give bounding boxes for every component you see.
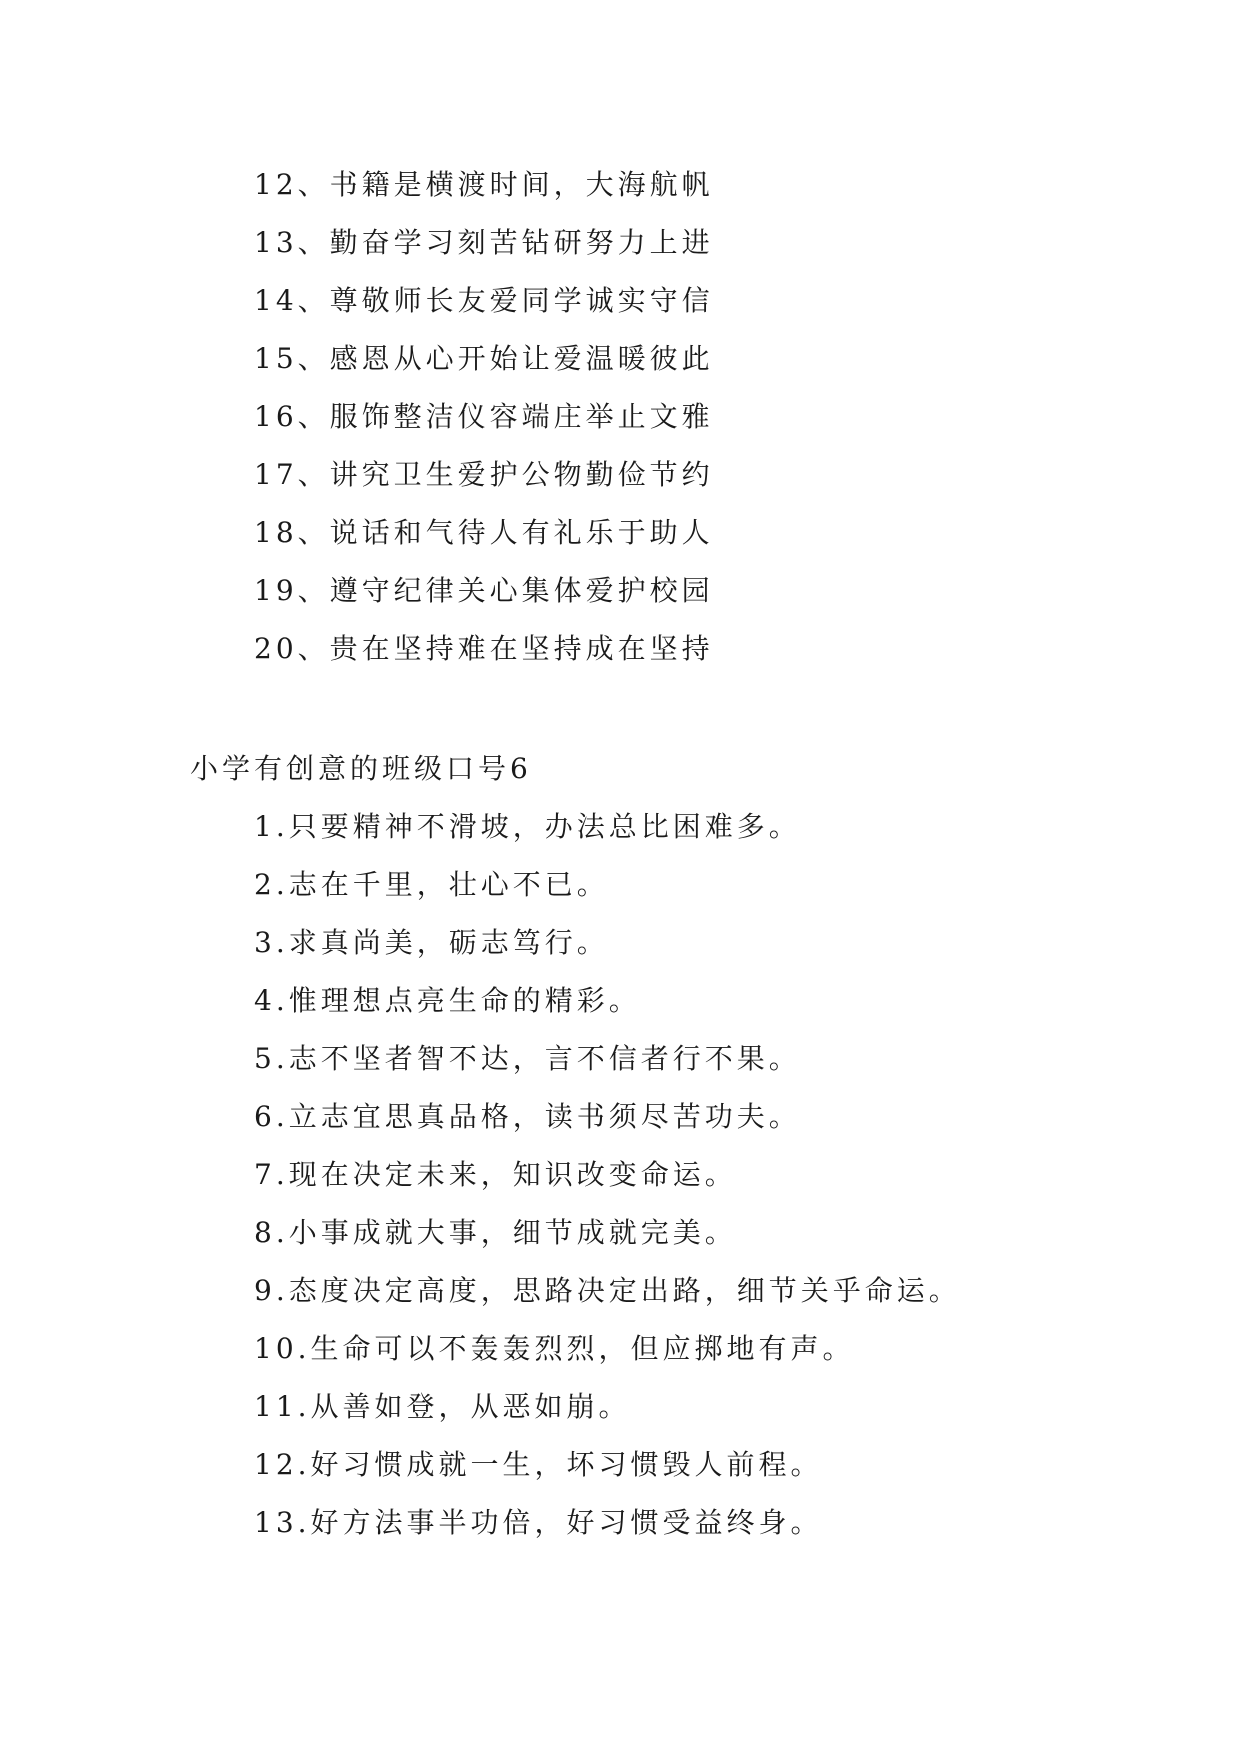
list-item: 2.志在千里，壮心不已。: [254, 868, 609, 901]
list-item: 10.生命可以不轰轰烈烈，但应掷地有声。: [254, 1332, 855, 1365]
list-item: 17、讲究卫生爱护公物勤俭节约: [254, 458, 714, 491]
list-item: 13、勤奋学习刻苦钻研努力上进: [254, 226, 714, 259]
list-item: 1.只要精神不滑坡，办法总比困难多。: [254, 810, 801, 843]
list-item: 11.从善如登，从恶如崩。: [254, 1390, 631, 1423]
list-item: 3.求真尚美，砺志笃行。: [254, 926, 609, 959]
list-item: 12、书籍是横渡时间，大海航帆: [254, 168, 714, 201]
list-item: 4.惟理想点亮生命的精彩。: [254, 984, 641, 1017]
list-item: 15、感恩从心开始让爱温暖彼此: [254, 342, 714, 375]
list-item: 7.现在决定未来，知识改变命运。: [254, 1158, 737, 1191]
section-heading: 小学有创意的班级口号6: [190, 752, 532, 785]
list-item: 13.好方法事半功倍，好习惯受益终身。: [254, 1506, 823, 1539]
list-item: 18、说话和气待人有礼乐于助人: [254, 516, 714, 549]
slogan-list-continued: [0, 156, 1241, 678]
list-item: 20、贵在坚持难在坚持成在坚持: [254, 632, 714, 665]
list-item: 16、服饰整洁仪容端庄举止文雅: [254, 400, 714, 433]
list-item: 6.立志宜思真品格，读书须尽苦功夫。: [254, 1100, 801, 1133]
slogan-section-6: [0, 740, 1241, 1552]
list-item: 9.态度决定高度，思路决定出路，细节关乎命运。: [254, 1274, 961, 1307]
list-item: 14、尊敬师长友爱同学诚实守信: [254, 284, 714, 317]
list-item: 5.志不坚者智不达，言不信者行不果。: [254, 1042, 801, 1075]
list-item: 19、遵守纪律关心集体爱护校园: [254, 574, 714, 607]
list-item: 12.好习惯成就一生，坏习惯毁人前程。: [254, 1448, 823, 1481]
list-item: 8.小事成就大事，细节成就完美。: [254, 1216, 737, 1249]
